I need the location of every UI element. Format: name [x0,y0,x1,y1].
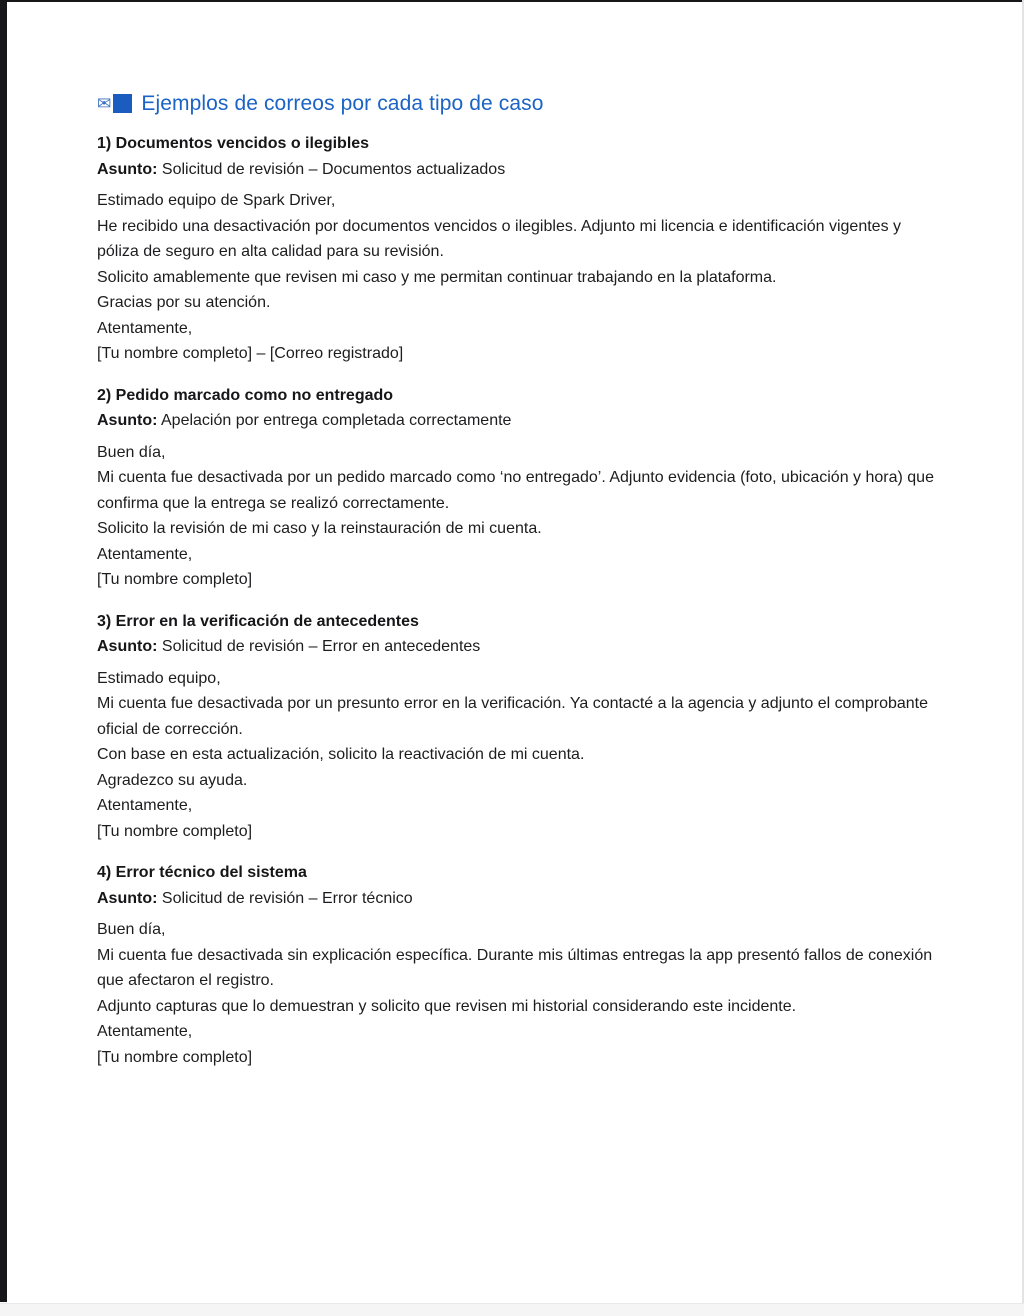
body-line: Estimado equipo, [97,669,221,687]
subject-text: Solicitud de revisión – Error en antecedentes [161,638,481,655]
page-frame-top [0,0,1024,2]
subject-label: Asunto: [97,412,158,429]
page-title [97,90,939,117]
subject-text: Apelación por entrega completada correctamente [161,412,512,429]
subject-label: Asunto: [97,889,158,907]
section-heading: 4) Error técnico del sistema [97,864,307,881]
subject-label: Asunto: [97,160,158,178]
body-line: Agradezco su ayuda. [97,771,248,789]
page-title-text: Ejemplos de correos por cada tipo de caso [141,92,544,115]
body-line: Adjunto capturas que lo demuestran y solicito que revisen mi historial considerando este incidente. [97,997,797,1015]
blue-square-icon [113,94,132,113]
email-body [97,440,939,593]
body-line: Estimado equipo de Spark Driver, [97,192,336,209]
page-frame-left [0,0,7,1302]
document-page [97,90,939,1070]
subject-line [97,157,939,183]
email-example-section-2 [97,383,939,593]
body-line: Gracias por su atención. [97,294,271,311]
subject-label: Asunto: [97,638,158,655]
email-example-section-4 [97,860,939,1070]
body-line: He recibido una desactivación por documentos vencidos o ilegibles. Adjunto mi licencia e identificación vigentes y póliza de seguro en alta calidad para su revisión. [97,217,902,260]
body-line: Solicito la revisión de mi caso y la reinstauración de mi cuenta. [97,520,542,537]
body-line: Mi cuenta fue desactivada por un pedido marcado como ‘no entregado’. Adjunto evidencia (foto, ubicación y hora) que confirma que la entrega se realizó correctamente. [97,469,934,512]
section-heading: 3) Error en la verificación de antecedentes [97,612,419,630]
page-frame-bottom [0,1303,1024,1316]
email-body [97,188,939,367]
subject-text: Solicitud de revisión – Documentos actualizados [161,160,506,178]
body-line: [Tu nombre completo] – [Correo registrado] [97,345,404,362]
email-body [97,666,939,845]
body-line: Mi cuenta fue desactivada por un presunto error en la verificación. Ya contacté a la agencia y adjunto el comprobante oficial de corrección. [97,695,929,738]
body-line: Solicito amablemente que revisen mi caso y me permitan continuar trabajando en la plataforma. [97,268,777,286]
email-example-section-3 [97,609,939,845]
section-heading: 2) Pedido marcado como no entregado [97,386,394,404]
body-line: Buen día, [97,921,166,938]
email-example-section-1 [97,131,939,367]
body-line: Atentamente, [97,319,193,337]
body-line: Mi cuenta fue desactivada sin explicación específica. Durante mis últimas entregas la app presentó fallos de conexión que afectaron el registro. [97,946,933,989]
body-line: Buen día, [97,443,166,461]
email-body [97,917,939,1070]
body-line: Con base en esta actualización, solicito la reactivación de mi cuenta. [97,746,585,763]
subject-line [97,408,939,434]
body-line: [Tu nombre completo] [97,822,253,840]
subject-line [97,886,939,912]
body-line: Atentamente, [97,797,193,814]
section-heading: 1) Documentos vencidos o ilegibles [97,135,370,152]
body-line: [Tu nombre completo] [97,571,253,588]
envelope-icon: ✉ [97,94,112,113]
subject-text: Solicitud de revisión – Error técnico [161,889,413,907]
subject-line [97,634,939,660]
body-line: Atentamente, [97,1023,193,1040]
body-line: [Tu nombre completo] [97,1048,253,1066]
body-line: Atentamente, [97,545,193,563]
